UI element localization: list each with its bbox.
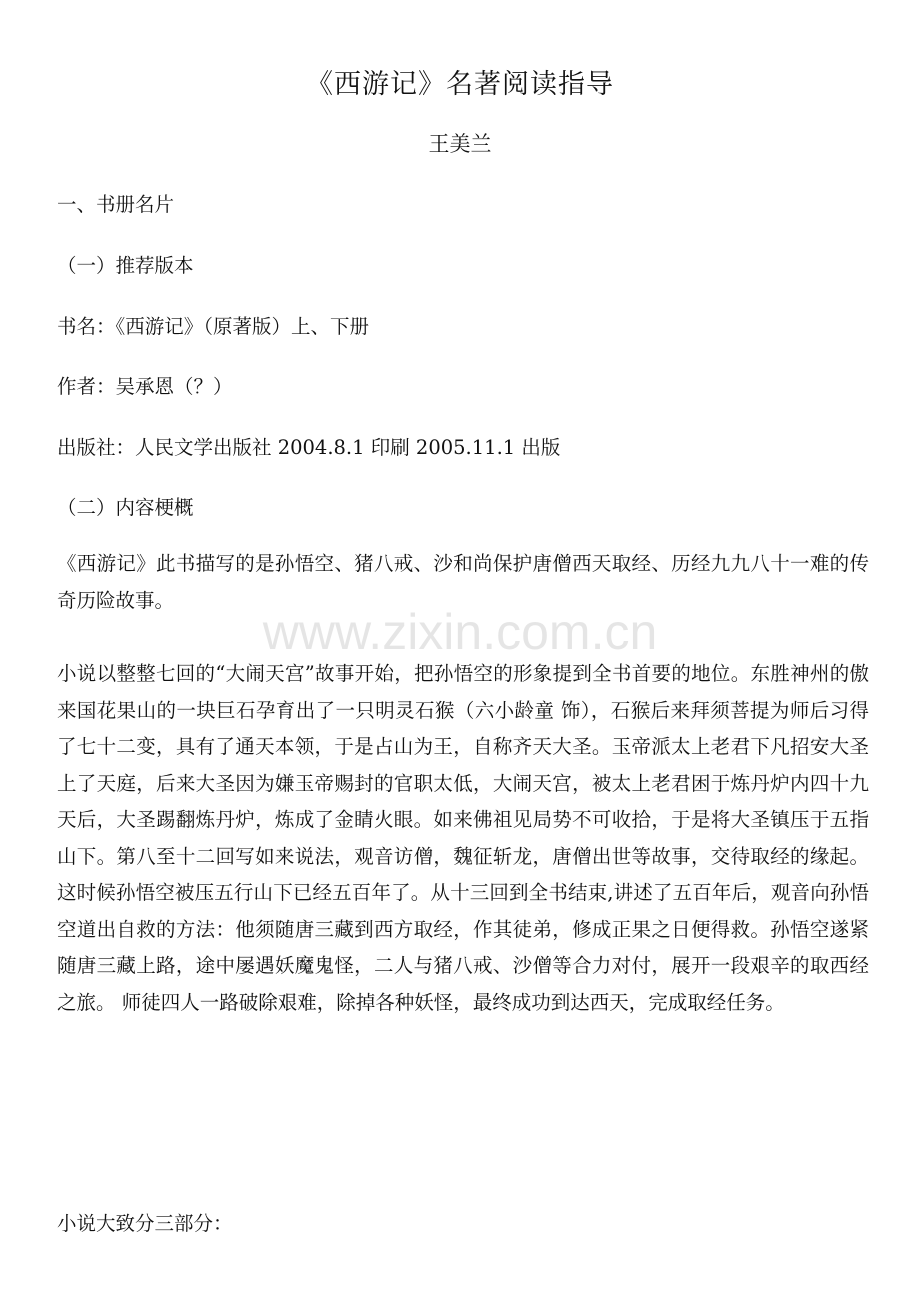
parts-intro-line: 小说大致分三部分： <box>57 1212 233 1235</box>
book-name-line: 书名：《西游记》（原著版）上、下册 <box>57 315 370 338</box>
subheading-content-summary: （二）内容梗概 <box>57 496 194 519</box>
publisher-line: 出版社：人民文学出版社 2004.8.1 印刷 2005.11.1 出版 <box>57 436 561 459</box>
author-name: 王美兰 <box>428 132 492 156</box>
document-title: 《西游记》名著阅读指导 <box>306 69 614 100</box>
summary-paragraph-1: 《西游记》此书描写的是孙悟空、猪八戒、沙和尚保护唐僧西天取经、历经九九八十一难的传奇历险故事。 <box>57 552 869 612</box>
subheading-recommended-edition: （一）推荐版本 <box>57 254 194 277</box>
section-heading-book-card: 一、书册名片 <box>57 193 175 216</box>
watermark-text: www.zixin.com.cn <box>262 604 658 660</box>
summary-paragraph-2: 小说以整整七回的“大闹天宫”故事开始，把孙悟空的形象提到全书首要的地位。东胜神州的傲来国花果山的一块巨石孕育出了一只明灵石猴（六小龄童 饰），石猴后来拜须菩提为师后习得了七十二变，具有了通天本领，于是占山为王，自称齐天大圣。玉帝派太上老君下凡招安大圣上了天庭，后来大圣因为嫌玉帝赐封的官职太低，大闹天宫，被太上老君困于炼丹炉内四十九天后，大圣踢翻炼丹炉，炼成了金睛火眼。如来佛祖见局势不可收拾，于是将大圣镇压于五指山下。第八至十二回写如来说法，观音访僧，魏征斩龙，唐僧出世等故事，交待取经的缘起。这时候孙悟空被压五行山下已经五百年了。从十三回到全书结束,讲述了五百年后，观音向孙悟空道出自救的方法：他须随唐三藏到西方取经，作其徒弟，修成正果之日便得救。孙悟空遂紧随唐三藏上路，途中屡遇妖魔鬼怪，二人与猪八戒、沙僧等合力对付，展开一段艰辛的取西经之旅。 师徒四人一路破除艰难，除掉各种妖怪，最终成功到达西天，完成取经任务。 <box>57 662 869 1014</box>
book-author-line: 作者：吴承恩（？） <box>57 375 233 398</box>
